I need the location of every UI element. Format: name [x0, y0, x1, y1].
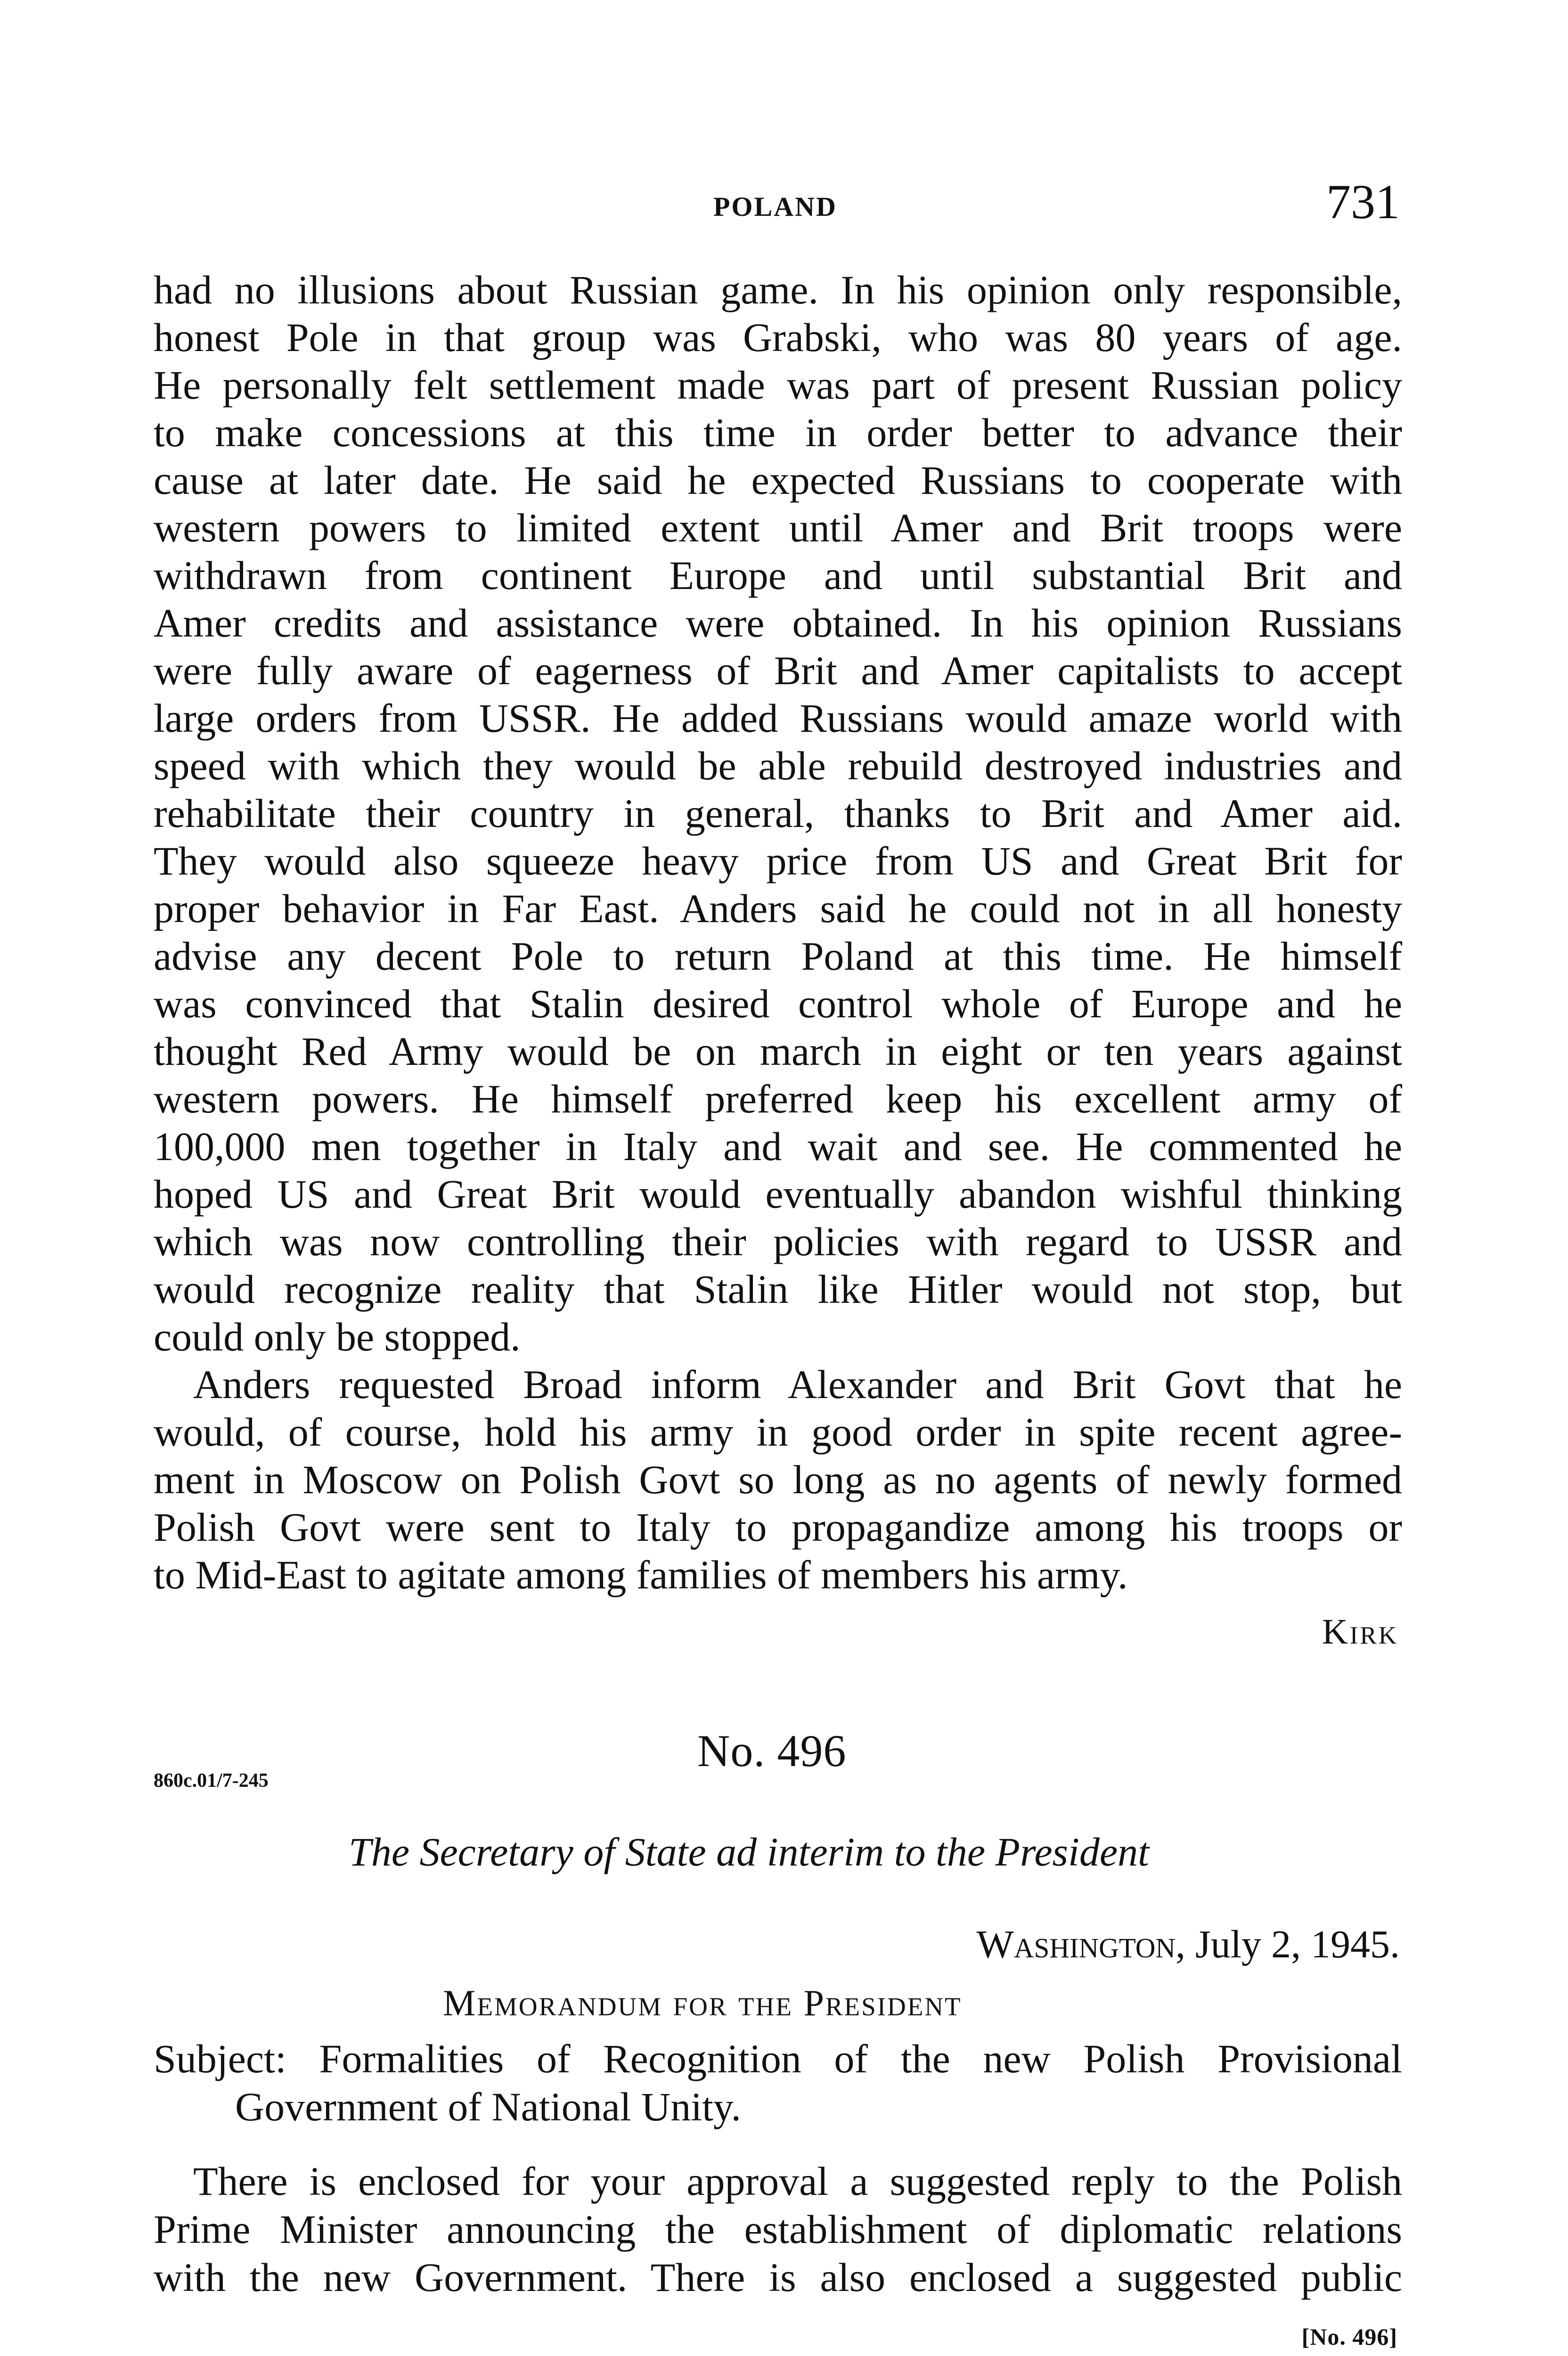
subject-block — [154, 2035, 1402, 2131]
body-line: honest Pole in that group was Grabski, who was 80 years of age. — [154, 315, 1402, 360]
continued-dispatch-text — [154, 266, 1402, 1599]
subject-line-continued: Government of National Unity. — [235, 2084, 741, 2129]
body-line: thought Red Army would be on march in eight or ten years against — [154, 1029, 1402, 1074]
document-title: The Secretary of State ad interim to the President — [349, 1829, 1149, 1874]
page-number: 731 — [1326, 175, 1400, 229]
body-line: withdrawn from continent Europe and until substantial Brit and — [154, 553, 1402, 598]
body-line: which was now controlling their policies with regard to USSR and — [154, 1219, 1402, 1264]
body-line: He personally felt settlement made was part of present Russian policy — [154, 362, 1402, 408]
body-line: would recognize reality that Stalin like Hitler would not stop, but — [154, 1267, 1402, 1312]
memo-line: There is enclosed for your approval a suggested reply to the Polish — [193, 2159, 1402, 2204]
body-line: would, of course, hold his army in good order in spite recent agree- — [154, 1409, 1402, 1455]
body-line: were fully aware of eagerness of Brit and Amer capitalists to accept — [154, 648, 1402, 693]
body-line: western powers. He himself preferred keep his excellent army of — [154, 1076, 1402, 1121]
body-line: speed with which they would be able rebuild destroyed industries and — [154, 743, 1402, 788]
body-line: proper behavior in Far East. Anders said he could not in all honesty — [154, 886, 1402, 931]
subject-line: Subject: Formalities of Recognition of the new Polish Provisional — [154, 2036, 1402, 2081]
body-line: could only be stopped. — [154, 1314, 521, 1359]
document-number: No. 496 — [697, 1726, 847, 1776]
memo-line: Prime Minister announcing the establishment of diplomatic relations — [154, 2207, 1402, 2252]
place-date-separator: , — [1175, 1922, 1195, 1966]
body-line: Anders requested Broad inform Alexander and Brit Govt that he — [193, 1362, 1402, 1407]
body-line: ment in Moscow on Polish Govt so long as no agents of newly formed — [154, 1457, 1402, 1502]
body-line: western powers to limited extent until Amer and Brit troops were — [154, 505, 1402, 550]
running-head — [0, 175, 1568, 243]
body-line: cause at later date. He said he expected Russians to cooperate with — [154, 458, 1402, 503]
body-line: to make concessions at this time in order better to advance their — [154, 410, 1402, 455]
body-line: Polish Govt were sent to Italy to propagandize among his troops or — [154, 1505, 1402, 1550]
place-date-line — [977, 1922, 1400, 1967]
file-reference: 860c.01/7-245 — [154, 1770, 269, 1792]
signature: Kirk — [1322, 1612, 1398, 1652]
body-line: hoped US and Great Brit would eventually abandon wishful thinking — [154, 1171, 1402, 1217]
body-line: to Mid-East to agitate among families of members his army. — [154, 1552, 1128, 1597]
memorandum-text — [154, 2157, 1402, 2301]
body-line: advise any decent Pole to return Poland at this time. He himself — [154, 933, 1402, 979]
body-line: They would also squeeze heavy price from US and Great Brit for — [154, 838, 1402, 884]
memorandum-heading: Memorandum for the President — [443, 1982, 962, 2023]
catchword: [No. 496] — [1301, 2323, 1397, 2350]
body-line: Amer credits and assistance were obtained. In his opinion Russians — [154, 600, 1402, 646]
section-title: POLAND — [713, 191, 837, 222]
body-line: 100,000 men together in Italy and wait and see. He commented he — [154, 1124, 1402, 1169]
document-date: July 2, 1945. — [1195, 1922, 1400, 1966]
memo-line: with the new Government. There is also enclosed a suggested public — [154, 2255, 1402, 2300]
body-line: rehabilitate their country in general, thanks to Brit and Amer aid. — [154, 791, 1402, 836]
body-line: had no illusions about Russian game. In his opinion only responsible, — [154, 267, 1402, 312]
body-line: large orders from USSR. He added Russians would amaze world with — [154, 695, 1402, 741]
body-line: was convinced that Stalin desired control whole of Europe and he — [154, 981, 1402, 1026]
document-place: Washington — [976, 1922, 1176, 1966]
